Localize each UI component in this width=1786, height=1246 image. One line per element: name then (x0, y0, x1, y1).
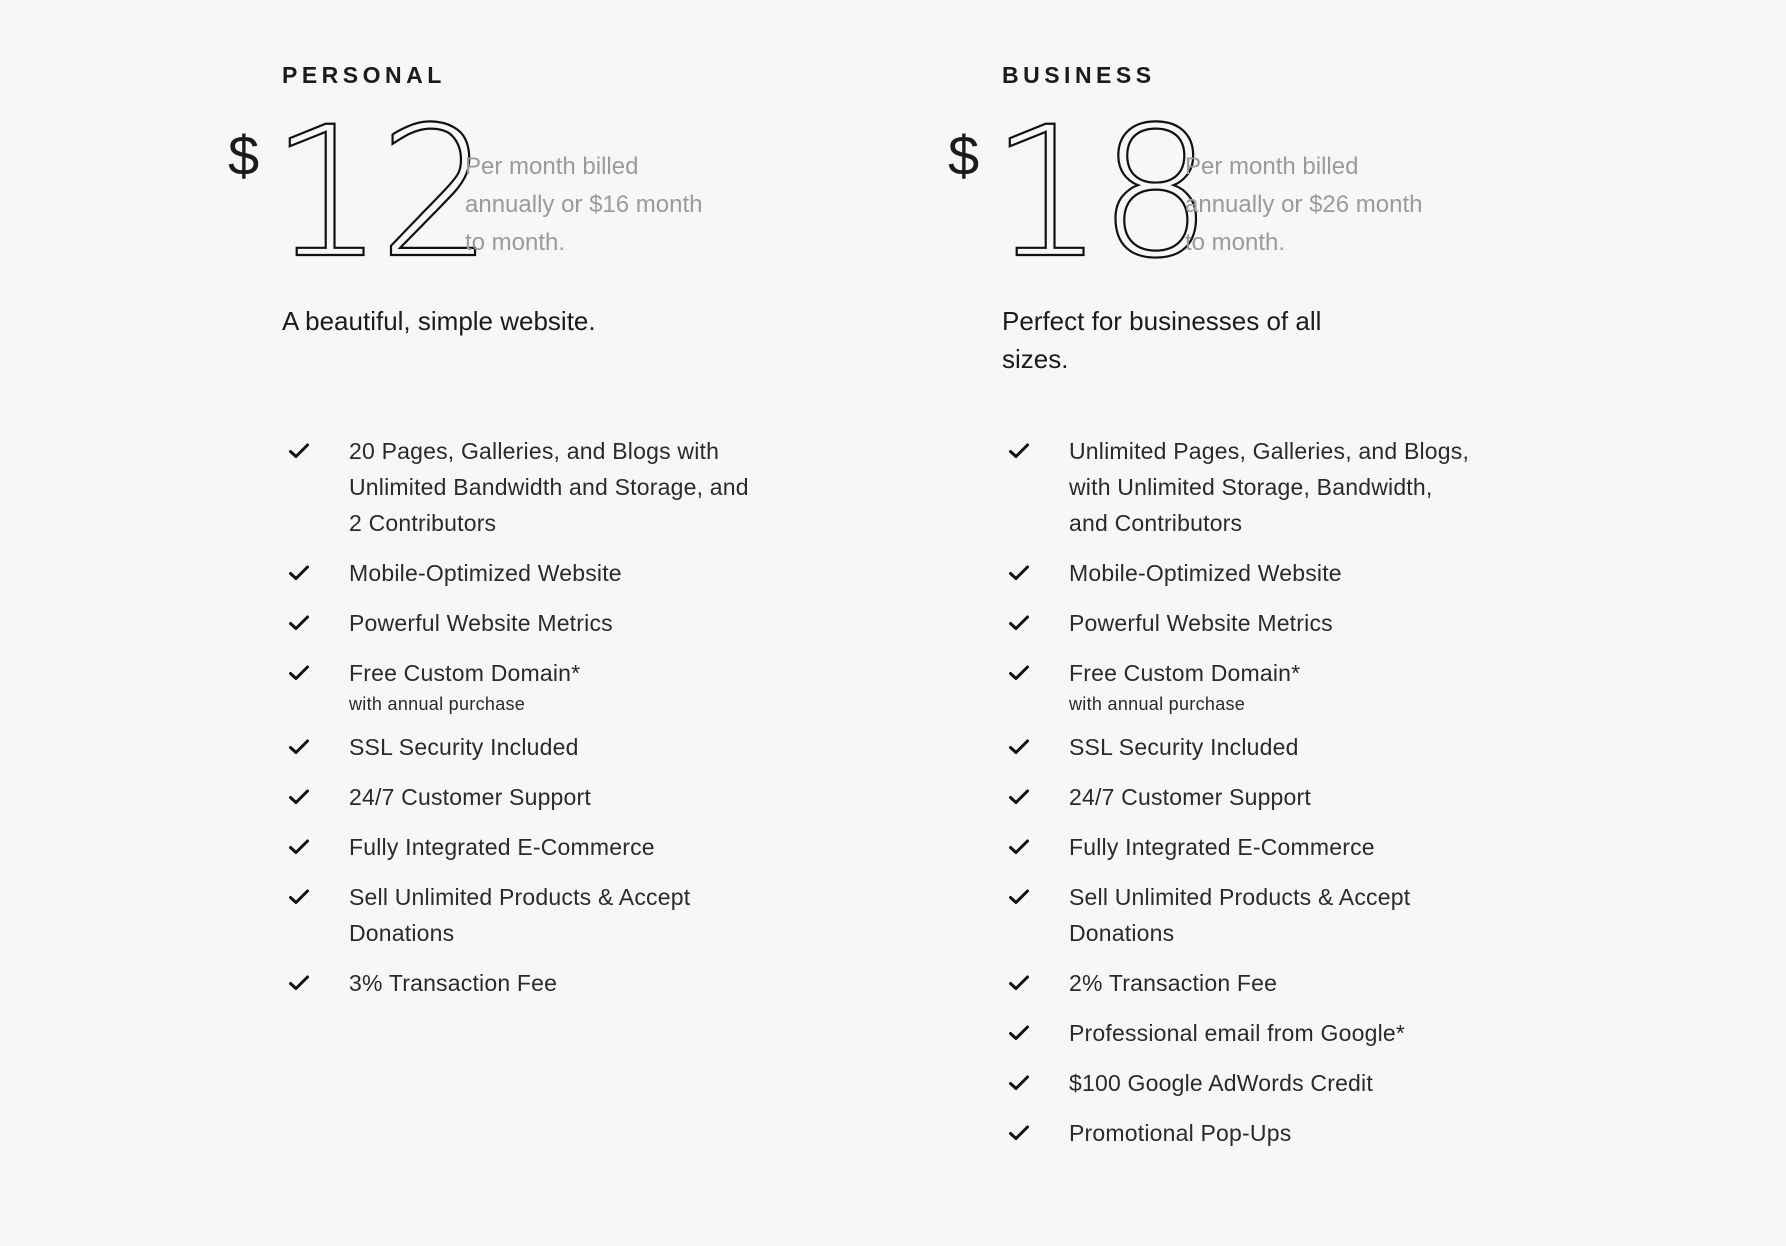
feature-text: 20 Pages, Galleries, and Blogs with Unlimited Bandwidth and Storage, and 2 Contributors (349, 438, 749, 536)
feature-item (282, 779, 752, 815)
checkmark-icon (1009, 565, 1029, 581)
plan-name: PERSONAL (282, 62, 446, 88)
feature-item (1002, 965, 1472, 1001)
feature-list (1002, 433, 1472, 1165)
feature-text: Fully Integrated E-Commerce (349, 834, 655, 860)
feature-list (282, 433, 752, 1015)
feature-text: 24/7 Customer Support (349, 784, 591, 810)
checkmark-icon (289, 889, 309, 905)
checkmark-icon (1009, 975, 1029, 991)
checkmark-icon (1009, 739, 1029, 755)
feature-item (1002, 879, 1472, 951)
checkmark-icon (1009, 839, 1029, 855)
feature-item (1002, 779, 1472, 815)
billing-note: Per month billed annually or $16 month to month. (465, 153, 703, 256)
plan-business (948, 0, 1522, 1246)
checkmark-icon (289, 839, 309, 855)
feature-item (1002, 1015, 1472, 1051)
plan-tagline: A beautiful, simple website. (282, 306, 596, 336)
feature-text: Sell Unlimited Products & Accept Donations (349, 884, 691, 946)
feature-text: Mobile-Optimized Website (1069, 560, 1342, 586)
checkmark-icon (289, 565, 309, 581)
feature-item (282, 433, 752, 541)
checkmark-icon (289, 789, 309, 805)
feature-text: Powerful Website Metrics (349, 610, 613, 636)
feature-text: Fully Integrated E-Commerce (1069, 834, 1375, 860)
feature-text: Mobile-Optimized Website (349, 560, 622, 586)
checkmark-icon (289, 665, 309, 681)
price-amount: 12 (270, 89, 488, 298)
feature-item (282, 829, 752, 865)
checkmark-icon (289, 615, 309, 631)
feature-text: Powerful Website Metrics (1069, 610, 1333, 636)
feature-item (1002, 605, 1472, 641)
plan-personal (228, 0, 802, 1246)
feature-text: Free Custom Domain* (349, 660, 581, 686)
feature-item (282, 879, 752, 951)
feature-item (1002, 433, 1472, 541)
checkmark-icon (1009, 1125, 1029, 1141)
feature-subtext: with annual purchase (349, 694, 526, 714)
checkmark-icon (289, 443, 309, 459)
feature-item (1002, 829, 1472, 865)
feature-text: Professional email from Google* (1069, 1020, 1406, 1046)
feature-item (1002, 655, 1472, 715)
feature-text: SSL Security Included (349, 734, 579, 760)
checkmark-icon (1009, 443, 1029, 459)
checkmark-icon (1009, 789, 1029, 805)
feature-text: Sell Unlimited Products & Accept Donations (1069, 884, 1411, 946)
feature-item (1002, 729, 1472, 765)
plan-tagline: Perfect for businesses of all sizes. (1002, 306, 1322, 374)
checkmark-icon (1009, 889, 1029, 905)
feature-text: $100 Google AdWords Credit (1069, 1070, 1373, 1096)
feature-text: Promotional Pop-Ups (1069, 1120, 1292, 1146)
feature-item (282, 555, 752, 591)
checkmark-icon (289, 975, 309, 991)
billing-note: Per month billed annually or $26 month to month. (1185, 153, 1423, 256)
feature-item (282, 965, 752, 1001)
checkmark-icon (289, 739, 309, 755)
checkmark-icon (1009, 615, 1029, 631)
currency-symbol: $ (948, 124, 980, 187)
plan-name: BUSINESS (1002, 62, 1156, 88)
feature-text: 2% Transaction Fee (1069, 970, 1278, 996)
feature-text: Free Custom Domain* (1069, 660, 1301, 686)
checkmark-icon (1009, 665, 1029, 681)
feature-item (1002, 555, 1472, 591)
feature-text: SSL Security Included (1069, 734, 1299, 760)
feature-item (282, 729, 752, 765)
feature-item (282, 655, 752, 715)
feature-item (1002, 1115, 1472, 1151)
checkmark-icon (1009, 1025, 1029, 1041)
currency-symbol: $ (228, 124, 260, 187)
feature-text: 24/7 Customer Support (1069, 784, 1311, 810)
feature-subtext: with annual purchase (1069, 694, 1246, 714)
feature-item (1002, 1065, 1472, 1101)
feature-text: Unlimited Pages, Galleries, and Blogs, with Unlimited Storage, Bandwidth, and Contributors (1069, 438, 1470, 536)
feature-text: 3% Transaction Fee (349, 970, 558, 996)
checkmark-icon (1009, 1075, 1029, 1091)
feature-item (282, 605, 752, 641)
price-amount: 18 (990, 89, 1208, 298)
